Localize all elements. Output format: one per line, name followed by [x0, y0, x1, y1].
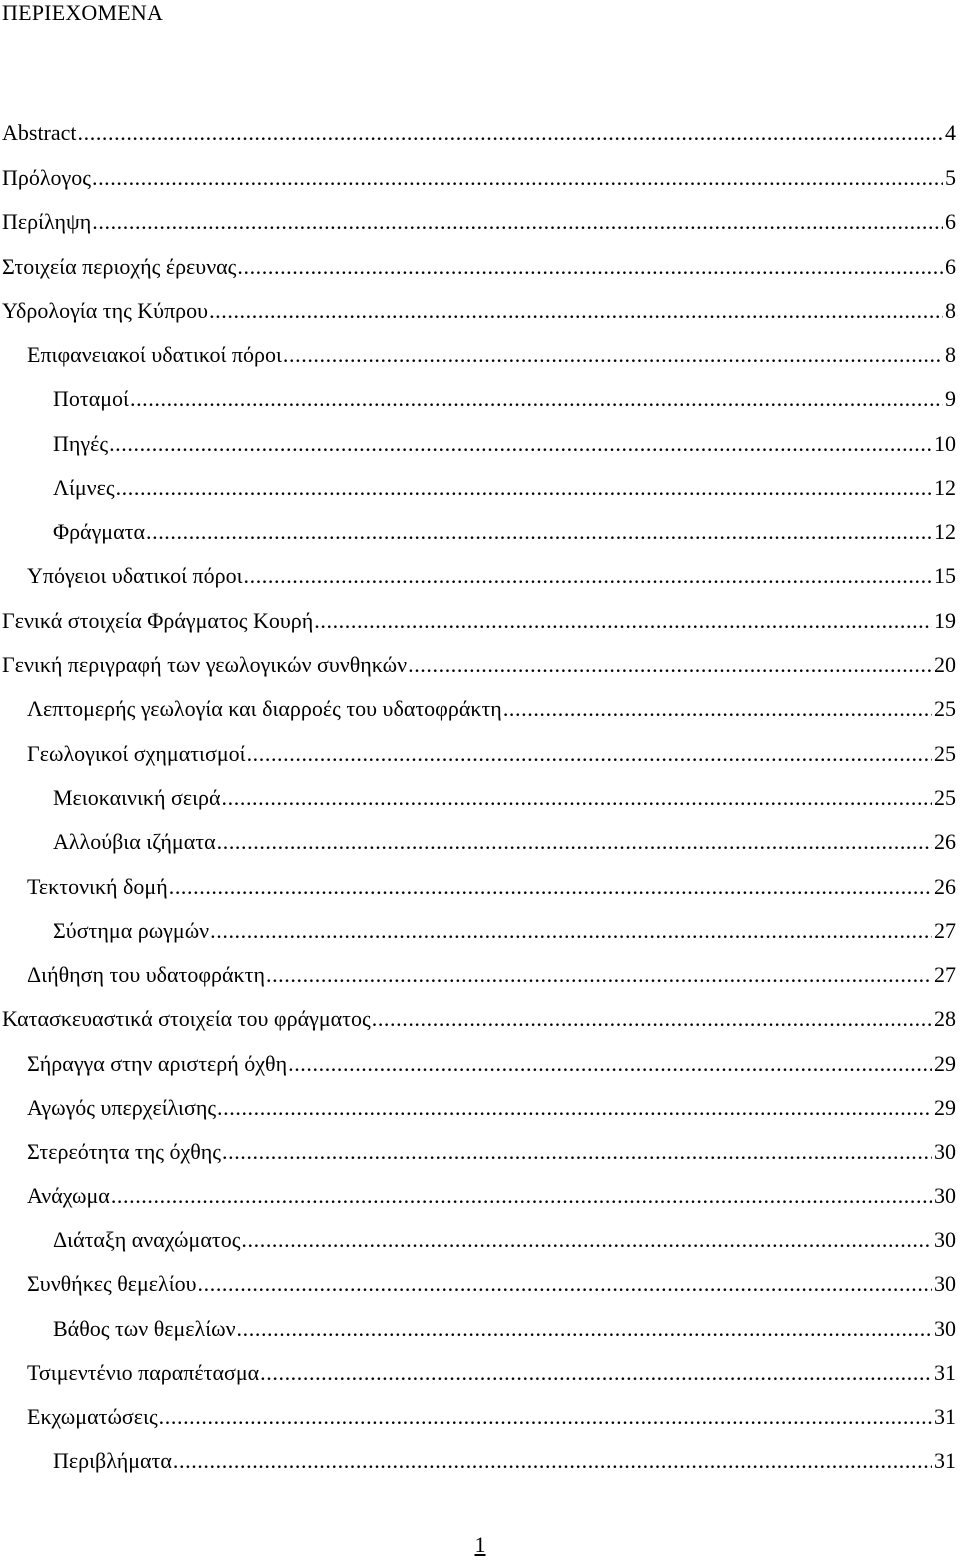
toc-entry-page: 31 [934, 1404, 956, 1429]
toc-entry-enclosures[interactable] [53, 1446, 956, 1476]
toc-entry-title: Περίληψη [2, 209, 92, 234]
toc-entry-page: 31 [934, 1360, 956, 1385]
toc-entry-spillway[interactable] [27, 1093, 956, 1123]
dot-leader [247, 739, 932, 769]
toc-entry-page: 5 [945, 165, 956, 190]
toc-entry-groundwater[interactable] [27, 561, 956, 591]
dot-leader [288, 1049, 932, 1079]
dot-leader [173, 1446, 932, 1476]
toc-entry-fractures[interactable] [53, 916, 956, 946]
toc-entry-title: Περιβλήματα [53, 1448, 172, 1473]
toc-entry-title: Πρόλογος [2, 165, 91, 190]
toc-entry-title: Επιφανειακοί υδατικοί πόροι [27, 342, 282, 367]
dot-leader [130, 384, 943, 414]
toc-entry-page: 28 [934, 1006, 956, 1031]
toc-entry-alluvial[interactable] [53, 827, 956, 857]
toc-entry-title: Γενικά στοιχεία Φράγματος Κουρή [2, 608, 314, 633]
dot-leader [78, 118, 943, 148]
toc-entry-study-area[interactable] [2, 252, 956, 282]
toc-entry-page: 26 [934, 874, 956, 899]
toc-entry-title: Φράγματα [53, 519, 145, 544]
toc-entry-summary[interactable] [2, 207, 956, 237]
dot-leader [209, 296, 943, 326]
dot-leader [169, 872, 932, 902]
dot-leader [260, 1358, 932, 1388]
toc-entry-title: Λίμνες [53, 475, 115, 500]
dot-leader [222, 1137, 932, 1167]
toc-entry-construction[interactable] [2, 1004, 956, 1034]
dot-leader [116, 473, 932, 503]
dot-leader [217, 827, 932, 857]
toc-entry-page: 4 [945, 120, 956, 145]
toc-entry-kouris-dam[interactable] [2, 606, 956, 636]
toc-entry-hydrology[interactable] [2, 296, 956, 326]
page-number-text: 1 [474, 1532, 486, 1557]
toc-entry-rivers[interactable] [53, 384, 956, 414]
toc-entry-page: 12 [934, 519, 956, 544]
toc-entry-page: 15 [934, 563, 956, 588]
toc-entry-page: 30 [934, 1183, 956, 1208]
toc-entry-page: 9 [945, 386, 956, 411]
toc-entry-page: 31 [934, 1448, 956, 1473]
toc-entry-title: Αλλούβια ιζήματα [53, 829, 216, 854]
dot-leader [198, 1269, 932, 1299]
toc-entry-title: Διάταξη αναχώματος [53, 1227, 241, 1252]
toc-entry-title: Κατασκευαστικά στοιχεία του φράγματος [2, 1006, 371, 1031]
toc-entry-foundation-depth[interactable] [53, 1314, 956, 1344]
toc-entry-page: 6 [945, 209, 956, 234]
toc-entry-title: Συνθήκες θεμελίου [27, 1271, 197, 1296]
toc-entry-title: Στοιχεία περιοχής έρευνας [2, 254, 237, 279]
toc-entry-bank-stability[interactable] [27, 1137, 956, 1167]
dot-leader [146, 517, 932, 547]
dot-leader [237, 1314, 932, 1344]
toc-entry-page: 30 [934, 1271, 956, 1296]
toc-entry-title: Πηγές [53, 431, 109, 456]
dot-leader [92, 207, 943, 237]
toc-entry-page: 29 [934, 1095, 956, 1120]
dot-leader [159, 1402, 932, 1432]
toc-entry-tectonics[interactable] [27, 872, 956, 902]
toc-entry-embankment-layout[interactable] [53, 1225, 956, 1255]
dot-leader [283, 340, 943, 370]
toc-entry-embankment[interactable] [27, 1181, 956, 1211]
dot-leader [210, 916, 932, 946]
toc-entry-formations[interactable] [27, 739, 956, 769]
toc-entry-page: 29 [934, 1051, 956, 1076]
dot-leader [222, 783, 932, 813]
toc-entry-page: 30 [934, 1227, 956, 1252]
toc-entry-title: Λεπτομερής γεωλογία και διαρροές του υδατοφράκτη [27, 696, 502, 721]
toc-entry-page: 25 [934, 696, 956, 721]
dot-leader [217, 1093, 932, 1123]
toc-entry-title: Βάθος των θεμελίων [53, 1316, 236, 1341]
toc-entry-title: Μειοκαινική σειρά [53, 785, 221, 810]
toc-entry-title: Στερεότητα της όχθης [27, 1139, 221, 1164]
toc-entry-title: Υπόγειοι υδατικοί πόροι [27, 563, 243, 588]
toc-entry-title: Γενική περιγραφή των γεωλογικών συνθηκών [2, 652, 408, 677]
toc-entry-springs[interactable] [53, 429, 956, 459]
toc-entry-prologue[interactable] [2, 163, 956, 193]
toc-entry-title: Σύστημα ρωγμών [53, 918, 210, 943]
dot-leader [109, 429, 932, 459]
toc-entry-title: Αγωγός υπερχείλισης [27, 1095, 217, 1120]
dot-leader [408, 650, 932, 680]
toc-entry-page: 25 [934, 741, 956, 766]
toc-entry-surface-water[interactable] [27, 340, 956, 370]
toc-entry-title: Σήραγγα στην αριστερή όχθη [27, 1051, 288, 1076]
dot-leader [244, 561, 933, 591]
dot-leader [314, 606, 932, 636]
toc-entry-title: Τεκτονική δομή [27, 874, 168, 899]
toc-entry-page: 27 [934, 918, 956, 943]
toc-entry-title: Γεωλογικοί σχηματισμοί [27, 741, 246, 766]
toc-entry-page: 30 [934, 1139, 956, 1164]
toc-entry-page: 19 [934, 608, 956, 633]
dot-leader [237, 252, 943, 282]
toc-entry-geology-overview[interactable] [2, 650, 956, 680]
toc-entry-infiltration[interactable] [27, 960, 956, 990]
toc-entry-excavations[interactable] [27, 1402, 956, 1432]
toc-entry-page: 27 [934, 962, 956, 987]
toc-entry-page: 8 [945, 342, 956, 367]
toc-entry-title: Υδρολογία της Κύπρου [2, 298, 209, 323]
toc-entry-title: Εκχωματώσεις [27, 1404, 158, 1429]
toc-entry-page: 6 [945, 254, 956, 279]
dot-leader [111, 1181, 932, 1211]
toc-entry-title: Διήθηση του υδατοφράκτη [27, 962, 265, 987]
dot-leader [92, 163, 943, 193]
toc-entry-title: Abstract [2, 120, 77, 145]
toc-entry-abstract[interactable] [2, 118, 956, 148]
toc-entry-page: 20 [934, 652, 956, 677]
toc-entry-tunnel[interactable] [27, 1049, 956, 1079]
toc-entry-page: 10 [934, 431, 956, 456]
toc-entry-detailed-geology[interactable] [27, 694, 956, 724]
toc-entry-page: 12 [934, 475, 956, 500]
toc-entry-cutoff-wall[interactable] [27, 1358, 956, 1388]
toc-entry-title: Ανάχωμα [27, 1183, 110, 1208]
dot-leader [372, 1004, 932, 1034]
toc-entry-page: 25 [934, 785, 956, 810]
dot-leader [266, 960, 932, 990]
dot-leader [503, 694, 932, 724]
page-title: ΠΕΡΙΕΧΟΜΕΝΑ [2, 0, 164, 25]
dot-leader [241, 1225, 932, 1255]
toc-entry-page: 8 [945, 298, 956, 323]
toc-entry-title: Ποταμοί [53, 386, 129, 411]
toc-entry-page: 26 [934, 829, 956, 854]
toc-entry-miocene[interactable] [53, 783, 956, 813]
toc-entry-dams[interactable] [53, 517, 956, 547]
toc-entry-title: Τσιμεντένιο παραπέτασμα [27, 1360, 260, 1385]
toc-entry-page: 30 [934, 1316, 956, 1341]
toc-entry-lakes[interactable] [53, 473, 956, 503]
toc-entry-foundation[interactable] [27, 1269, 956, 1299]
page-number [0, 1532, 960, 1558]
